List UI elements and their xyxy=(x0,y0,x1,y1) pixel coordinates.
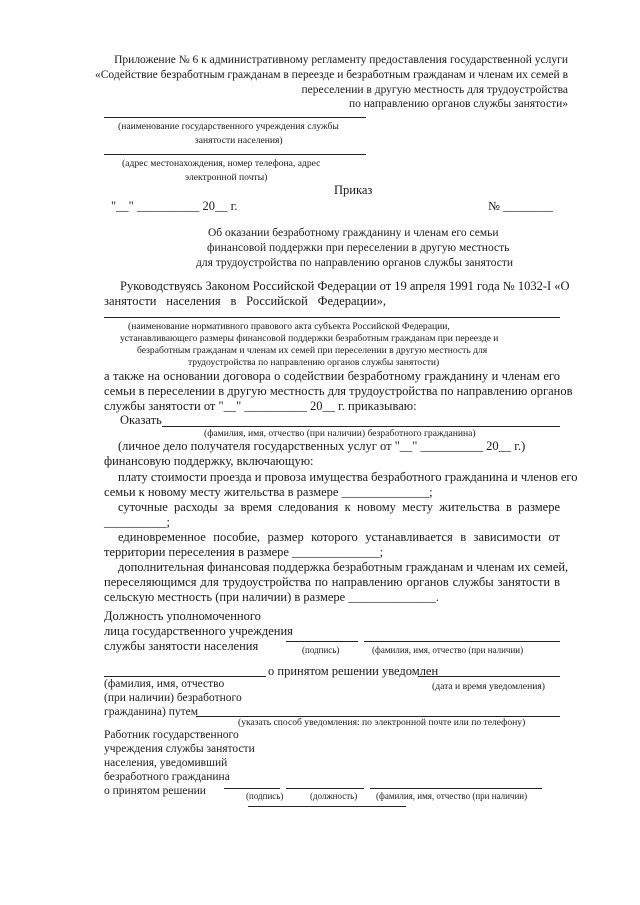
address-caption-1: (адрес местонахождения, номер телефона, адрес xyxy=(122,158,321,169)
worker-fio-caption: (фамилия, имя, отчество (при наличии) xyxy=(376,791,528,801)
law-caption-2: устанавливающего размеры финансовой поддержки безработным гражданам при переезде и xyxy=(120,333,499,344)
item-4-line-1: дополнительная финансовая поддержка безработным гражданам и членам их семей, xyxy=(118,560,569,574)
subject-line-2: финансовой поддержки при переселении в другую местность xyxy=(207,242,510,254)
law-caption-1: (наименование нормативного правового акта субъекта Российской Федерации, xyxy=(128,321,450,332)
worker-position-caption: (должность) xyxy=(310,791,358,801)
bottom-rule xyxy=(248,806,406,807)
law-name-line xyxy=(104,317,560,318)
item-1-line-2: семьи к новому месту жительства в размере ______________; xyxy=(104,485,433,499)
item-1-line-1: плату стоимости проезда и провоза имущества безработного гражданина и членов его xyxy=(118,470,578,484)
sign-caption: (подпись) xyxy=(302,645,340,655)
signer-fio-line xyxy=(364,641,560,642)
item-4-line-3: сельскую местность (при наличии) в размере ______________. xyxy=(104,590,439,604)
law-caption-3: безработным гражданам и членам их семей при переселении в другую местность для xyxy=(137,345,488,356)
order-number: № ________ xyxy=(488,199,554,213)
law-caption-4: трудоустройства по направлению органов службы занятости) xyxy=(188,357,440,368)
position-line-1: Должность уполномоченного xyxy=(104,609,261,623)
signature-line xyxy=(286,641,358,642)
notification-datetime-line xyxy=(418,676,560,677)
address-caption-2: электронной почты) xyxy=(185,172,268,183)
item-4-line-2: переселяющимся для трудоустройства по направлению органов службы занятости в xyxy=(104,575,560,589)
support-line: финансовую поддержку, включающую: xyxy=(104,454,314,468)
p1-line-2: занятости населения в Российской Федерации», xyxy=(104,294,386,308)
order-date: "__" __________ 20__ г. xyxy=(111,199,238,213)
header-line-4: по направлению органов службы занятости» xyxy=(348,98,568,110)
p2-line-2: семьи в переселении в другую местность для трудоустройства по направлению органов xyxy=(104,384,573,398)
render-label: Оказать xyxy=(120,413,162,427)
org-caption-1: (наименование государственного учреждения службы xyxy=(118,121,339,132)
notified-fio-line xyxy=(104,676,266,677)
item-3-line-2: территории переселения в размере ______________; xyxy=(104,545,384,559)
notified-fio-1: (фамилия, имя, отчество xyxy=(104,678,225,690)
notified-fio-2: (при наличии) безработного xyxy=(104,692,242,704)
worker-line-5: о принятом решении xyxy=(104,785,206,797)
datetime-caption: (дата и время уведомления) xyxy=(432,681,545,692)
org-address-line xyxy=(104,154,366,155)
org-name-line xyxy=(104,117,366,118)
worker-fio-line xyxy=(370,788,542,789)
fio-caption: (фамилия, имя, отчество (при наличии) безработного гражданина) xyxy=(204,428,476,439)
header-line-1: Приложение № 6 к административному регламенту предоставления государственной услуги xyxy=(114,54,568,66)
worker-line-1: Работник государственного xyxy=(104,729,239,741)
position-line-2: лица государственного учреждения xyxy=(104,624,293,638)
order-title: Приказ xyxy=(334,183,373,197)
org-caption-2: занятости населения) xyxy=(195,135,283,146)
item-2-line-1: суточные расходы за время следования к новому месту жительства в размере xyxy=(118,500,560,514)
worker-line-2: учреждения службы занятости xyxy=(104,743,255,755)
case-line: (личное дело получателя государственных услуг от "__" __________ 20__ г.) xyxy=(118,439,526,453)
notified-text: о принятом решении уведомлен xyxy=(268,664,439,678)
position-line-3: службы занятости населения xyxy=(104,639,259,653)
method-caption: (указать способ уведомления: по электронной почте или по телефону) xyxy=(238,717,526,728)
header-line-3: переселении в другую местность для трудоустройства xyxy=(301,84,568,96)
recipient-fio-line xyxy=(162,426,560,427)
worker-line-4: безработного гражданина xyxy=(104,771,230,783)
subject-line-3: для трудоустройства по направлению органов службы занятости xyxy=(196,257,514,269)
signer-fio-caption: (фамилия, имя, отчество (при наличии) xyxy=(372,645,524,655)
subject-line-1: Об оказании безработному гражданину и членам его семьи xyxy=(208,227,499,239)
worker-line-3: населения, уведомивший xyxy=(104,757,228,769)
worker-sign-caption: (подпись) xyxy=(246,791,284,801)
item-3-line-1: единовременное пособие, размер которого устанавливается в зависимости от xyxy=(118,530,560,544)
worker-signature-line xyxy=(224,788,280,789)
worker-position-line xyxy=(286,788,364,789)
notified-fio-3: гражданина) путем xyxy=(104,706,199,718)
p2-line-3: службы занятости от "__" __________ 20__ г. приказываю: xyxy=(104,399,417,413)
item-2-line-2: __________; xyxy=(104,515,170,529)
p2-line-1: а также на основании договора о содействии безработному гражданину и членам его xyxy=(104,369,560,383)
header-line-2: «Содействие безработным гражданам в переезде и безработным гражданам и членам их семей в xyxy=(95,69,568,81)
p1-line-1: Руководствуясь Законом Российской Федерации от 19 апреля 1991 года № 1032-I «О xyxy=(120,279,570,293)
